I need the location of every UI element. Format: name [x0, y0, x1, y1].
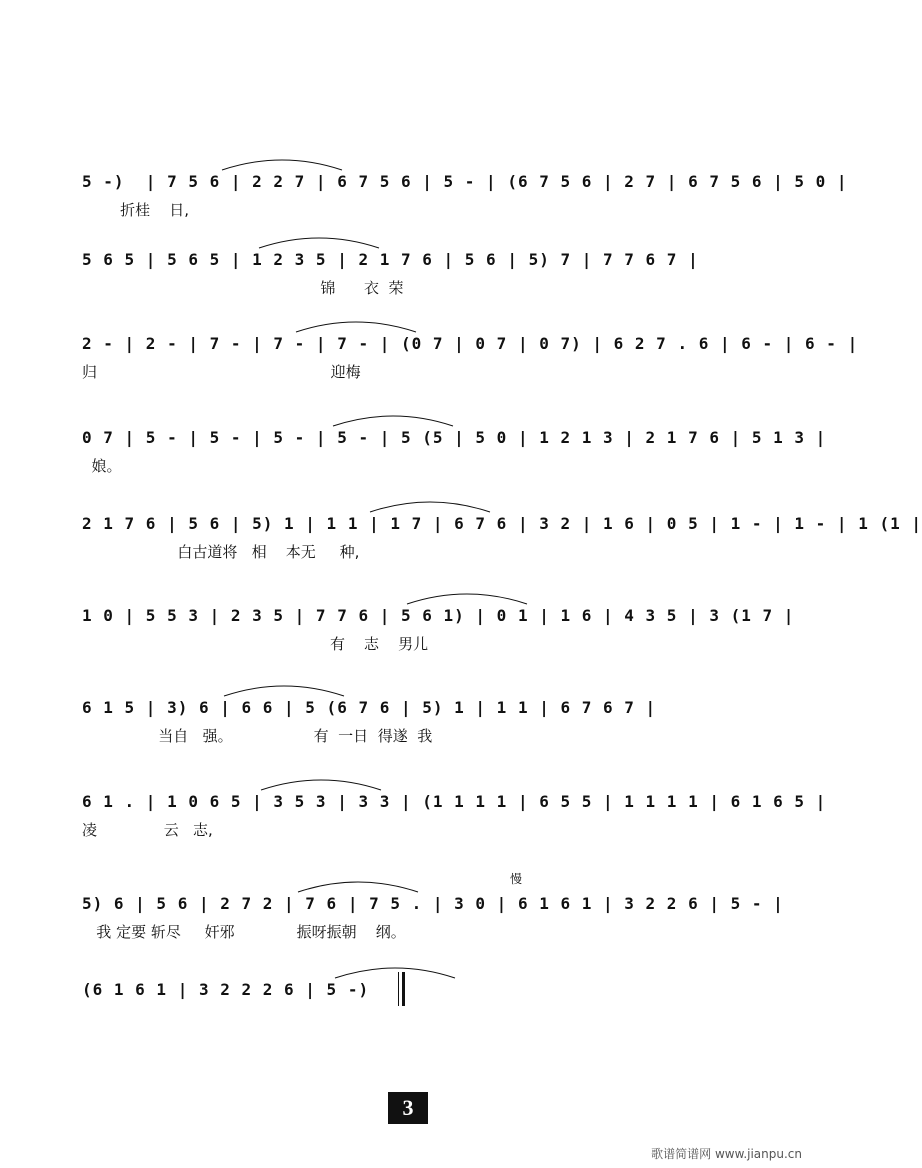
lyrics-line: 我 定要 斩尽 奸邪 振呀振朝 纲。 [82, 923, 406, 941]
lyrics-line: 锦 衣 荣 [82, 279, 404, 297]
lyrics-line: 归 迎梅 [82, 363, 361, 381]
jianpu-notes: 5 -) | 7 5 6 | 2 2 7 | 6 7 5 6 | 5 - | (6 7 5 6 | 2 7 | 6 7 5 6 | 5 0 | [82, 172, 848, 191]
jianpu-notes: 2 1 7 6 | 5 6 | 5) 1 | 1 1 | 1 7 | 6 7 6 | 3 2 | 1 6 | 0 5 | 1 - | 1 - | 1 (1 | [82, 514, 922, 533]
page-number: 3 [388, 1092, 428, 1124]
lyrics-line: 当自 强。 有 一日 得遂 我 [82, 727, 433, 745]
jianpu-notes: 1 0 | 5 5 3 | 2 3 5 | 7 7 6 | 5 6 1) | 0 1 | 1 6 | 4 3 5 | 3 (1 7 | [82, 606, 795, 625]
lyrics-line: 凌 云 志, [82, 821, 213, 839]
lyrics-line: 折桂 日, [82, 201, 189, 219]
site-watermark: 歌谱简谱网 www.jianpu.cn [651, 1147, 802, 1161]
jianpu-notes: 2 - | 2 - | 7 - | 7 - | 7 - | (0 7 | 0 7 | 0 7) | 6 2 7 . 6 | 6 - | 6 - | [82, 334, 859, 353]
tempo-marking: 慢 [510, 872, 523, 886]
final-barline [398, 972, 406, 1006]
jianpu-notes: 6 1 . | 1 0 6 5 | 3 5 3 | 3 3 | (1 1 1 1 | 6 5 5 | 1 1 1 1 | 6 1 6 5 | [82, 792, 827, 811]
lyrics-line: 白古道将 相 本无 种, [82, 543, 360, 561]
jianpu-notes: (6 1 6 1 | 3 2 2 2 6 | 5 -) [82, 980, 370, 999]
jianpu-notes: 5) 6 | 5 6 | 2 7 2 | 7 6 | 7 5 . | 3 0 | 6 1 6 1 | 3 2 2 6 | 5 - | [82, 894, 784, 913]
jianpu-notes: 5 6 5 | 5 6 5 | 1 2 3 5 | 2 1 7 6 | 5 6 | 5) 7 | 7 7 6 7 | [82, 250, 699, 269]
jianpu-notes: 6 1 5 | 3) 6 | 6 6 | 5 (6 7 6 | 5) 1 | 1 1 | 6 7 6 7 | [82, 698, 657, 717]
lyrics-line: 有 志 男儿 [82, 635, 429, 653]
jianpu-notes: 0 7 | 5 - | 5 - | 5 - | 5 - | 5 (5 | 5 0 | 1 2 1 3 | 2 1 7 6 | 5 1 3 | [82, 428, 827, 447]
lyrics-line: 娘。 [82, 457, 122, 475]
